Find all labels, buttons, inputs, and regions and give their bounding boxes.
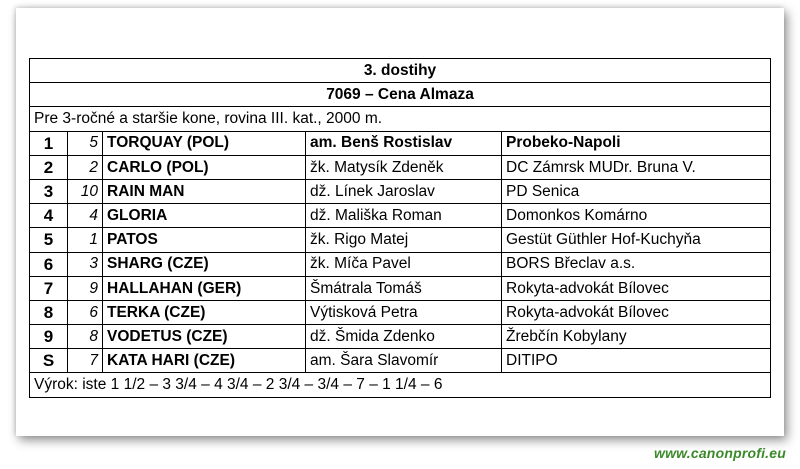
race-name-row <box>30 83 771 107</box>
owner-cell: PD Senica <box>502 179 771 203</box>
horse-cell: KATA HARI (CZE) <box>103 349 306 373</box>
horse-cell: HALLAHAN (GER) <box>103 276 306 300</box>
race-result-margins-row <box>30 373 771 397</box>
horse-cell: VODETUS (CZE) <box>103 325 306 349</box>
table-row <box>30 155 771 179</box>
place-cell: 6 <box>30 252 68 276</box>
horse-cell: TERKA (CZE) <box>103 300 306 324</box>
horse-cell: TORQUAY (POL) <box>103 131 306 155</box>
owner-cell: Rokyta-advokát Bílovec <box>502 300 771 324</box>
race-title: 3. dostihy <box>30 59 771 83</box>
owner-cell: BORS Břeclav a.s. <box>502 252 771 276</box>
horse-cell: RAIN MAN <box>103 179 306 203</box>
horse-cell: PATOS <box>103 228 306 252</box>
jockey-cell: dž. Šmida Zdenko <box>306 325 502 349</box>
owner-cell: Probeko-Napoli <box>502 131 771 155</box>
start-number-cell: 5 <box>68 131 103 155</box>
table-row <box>30 325 771 349</box>
watermark: www.canonprofi.eu <box>654 445 786 461</box>
horse-cell: SHARG (CZE) <box>103 252 306 276</box>
start-number-cell: 4 <box>68 204 103 228</box>
table-row <box>30 349 771 373</box>
start-number-cell: 3 <box>68 252 103 276</box>
start-number-cell: 6 <box>68 300 103 324</box>
owner-cell: DITIPO <box>502 349 771 373</box>
owner-cell: Domonkos Komárno <box>502 204 771 228</box>
table-row <box>30 131 771 155</box>
horse-cell: GLORIA <box>103 204 306 228</box>
jockey-cell: žk. Míča Pavel <box>306 252 502 276</box>
jockey-cell: žk. Rigo Matej <box>306 228 502 252</box>
jockey-cell: dž. Mališka Roman <box>306 204 502 228</box>
jockey-cell: žk. Matysík Zdeněk <box>306 155 502 179</box>
race-conditions-row <box>30 107 771 131</box>
jockey-cell: dž. Línek Jaroslav <box>306 179 502 203</box>
jockey-cell: am. Šara Slavomír <box>306 349 502 373</box>
jockey-cell: Výtisková Petra <box>306 300 502 324</box>
table-row <box>30 252 771 276</box>
place-cell: 8 <box>30 300 68 324</box>
start-number-cell: 2 <box>68 155 103 179</box>
table-row <box>30 228 771 252</box>
place-cell: 5 <box>30 228 68 252</box>
table-row <box>30 276 771 300</box>
table-row <box>30 204 771 228</box>
place-cell: 9 <box>30 325 68 349</box>
place-cell: S <box>30 349 68 373</box>
race-title-row <box>30 59 771 83</box>
race-result-margins: Výrok: iste 1 1/2 – 3 3/4 – 4 3/4 – 2 3/4 – 3/4 – 7 – 1 1/4 – 6 <box>30 373 771 397</box>
jockey-cell: Šmátrala Tomáš <box>306 276 502 300</box>
owner-cell: Gestüt Güthler Hof-Kuchyňa <box>502 228 771 252</box>
place-cell: 3 <box>30 179 68 203</box>
race-name: 7069 – Cena Almaza <box>30 83 771 107</box>
start-number-cell: 10 <box>68 179 103 203</box>
horse-cell: CARLO (POL) <box>103 155 306 179</box>
place-cell: 1 <box>30 131 68 155</box>
place-cell: 4 <box>30 204 68 228</box>
place-cell: 2 <box>30 155 68 179</box>
race-conditions: Pre 3-ročné a staršie kone, rovina III. kat., 2000 m. <box>30 107 771 131</box>
start-number-cell: 1 <box>68 228 103 252</box>
table-row <box>30 179 771 203</box>
place-cell: 7 <box>30 276 68 300</box>
owner-cell: Rokyta-advokát Bílovec <box>502 276 771 300</box>
owner-cell: Žrebčín Kobylany <box>502 325 771 349</box>
table-row <box>30 300 771 324</box>
start-number-cell: 8 <box>68 325 103 349</box>
race-results-table <box>29 58 771 398</box>
start-number-cell: 9 <box>68 276 103 300</box>
results-card <box>16 8 784 436</box>
owner-cell: DC Zámrsk MUDr. Bruna V. <box>502 155 771 179</box>
jockey-cell: am. Benš Rostislav <box>306 131 502 155</box>
start-number-cell: 7 <box>68 349 103 373</box>
